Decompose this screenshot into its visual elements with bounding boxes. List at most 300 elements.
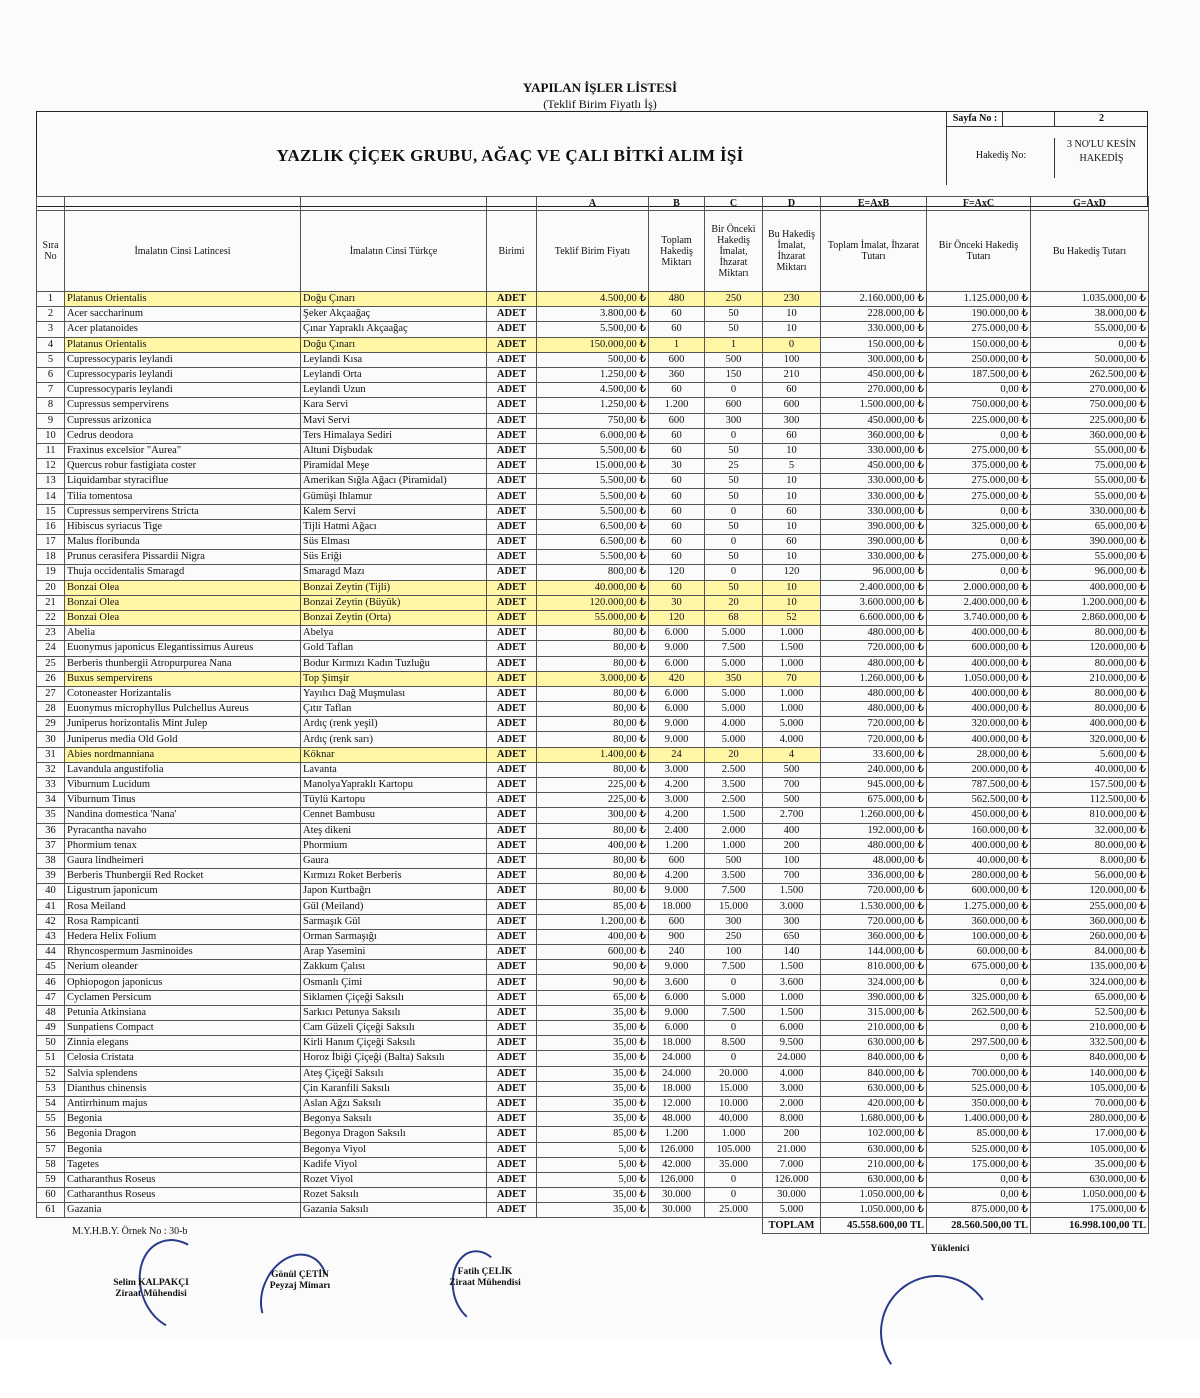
prev-qty: 25 xyxy=(705,459,763,474)
unit: ADET xyxy=(487,686,537,701)
total-qty: 12.000 xyxy=(649,1096,705,1111)
total-amount: 810.000,00 ₺ xyxy=(821,960,927,975)
unit: ADET xyxy=(487,535,537,550)
current-amount: 75.000,00 ₺ xyxy=(1031,459,1149,474)
current-qty: 6.000 xyxy=(763,1021,821,1036)
total-amount: 390.000,00 ₺ xyxy=(821,535,927,550)
prev-amount: 0,00 ₺ xyxy=(927,1188,1031,1203)
prev-amount: 0,00 ₺ xyxy=(927,383,1031,398)
row-number: 21 xyxy=(37,595,65,610)
page-no-value: 2 xyxy=(1054,112,1148,127)
total-qty: 60 xyxy=(649,535,705,550)
unit: ADET xyxy=(487,519,537,534)
unit-price: 80,00 ₺ xyxy=(537,626,649,641)
row-number: 51 xyxy=(37,1051,65,1066)
row-number: 46 xyxy=(37,975,65,990)
prev-qty: 5.000 xyxy=(705,686,763,701)
prev-qty: 2.000 xyxy=(705,823,763,838)
prev-qty: 40.000 xyxy=(705,1112,763,1127)
unit: ADET xyxy=(487,990,537,1005)
total-amount: 315.000,00 ₺ xyxy=(821,1005,927,1020)
table-row xyxy=(37,1142,1149,1157)
total-amount: 33.600,00 ₺ xyxy=(821,747,927,762)
prev-amount: 200.000,00 ₺ xyxy=(927,762,1031,777)
col-letter: D xyxy=(763,197,821,211)
table-row xyxy=(37,352,1149,367)
contractor-stamp xyxy=(871,1266,1003,1398)
prev-qty: 250 xyxy=(705,292,763,307)
current-qty: 2.700 xyxy=(763,808,821,823)
latin-name: Gazania xyxy=(65,1203,301,1218)
prev-qty: 0 xyxy=(705,428,763,443)
current-amount: 32.000,00 ₺ xyxy=(1031,823,1149,838)
prev-qty: 3.500 xyxy=(705,778,763,793)
current-qty: 500 xyxy=(763,762,821,777)
current-qty: 1.500 xyxy=(763,1005,821,1020)
total-qty: 1 xyxy=(649,337,705,352)
turkish-name: Tüylü Kartopu xyxy=(301,793,487,808)
unit-price: 85,00 ₺ xyxy=(537,899,649,914)
table-row xyxy=(37,747,1149,762)
current-amount: 55.000,00 ₺ xyxy=(1031,489,1149,504)
current-qty: 100 xyxy=(763,352,821,367)
col-letter: B xyxy=(649,197,705,211)
sig2-name: Gönül ÇETİN xyxy=(271,1270,329,1280)
total-qty: 6.000 xyxy=(649,626,705,641)
turkish-name: Çin Karanfili Saksılı xyxy=(301,1081,487,1096)
prev-amount: 525.000,00 ₺ xyxy=(927,1081,1031,1096)
unit: ADET xyxy=(487,853,537,868)
unit-price: 80,00 ₺ xyxy=(537,641,649,656)
table-row xyxy=(37,838,1149,853)
current-amount: 80.000,00 ₺ xyxy=(1031,702,1149,717)
current-amount: 80.000,00 ₺ xyxy=(1031,626,1149,641)
latin-name: Petunia Atkinsiana xyxy=(65,1005,301,1020)
total-amount: 360.000,00 ₺ xyxy=(821,929,927,944)
current-qty: 10 xyxy=(763,443,821,458)
turkish-name: Kirli Hanım Çiçeği Saksılı xyxy=(301,1036,487,1051)
current-amount: 1.035.000,00 ₺ xyxy=(1031,292,1149,307)
prev-amount: 400.000,00 ₺ xyxy=(927,732,1031,747)
current-qty: 8.000 xyxy=(763,1112,821,1127)
latin-name: Cupressus sempervirens Stricta xyxy=(65,504,301,519)
unit: ADET xyxy=(487,1157,537,1172)
unit: ADET xyxy=(487,762,537,777)
current-qty: 10 xyxy=(763,595,821,610)
total-qty: 42.000 xyxy=(649,1157,705,1172)
total-qty: 1.200 xyxy=(649,838,705,853)
turkish-name: Begonya Viyol xyxy=(301,1142,487,1157)
current-qty: 10 xyxy=(763,489,821,504)
row-number: 12 xyxy=(37,459,65,474)
unit: ADET xyxy=(487,778,537,793)
unit: ADET xyxy=(487,1112,537,1127)
unit: ADET xyxy=(487,975,537,990)
col-header: Bu Hakediş Tutarı xyxy=(1031,211,1149,292)
turkish-name: Tijli Hatmi Ağacı xyxy=(301,519,487,534)
current-qty: 400 xyxy=(763,823,821,838)
current-amount: 65.000,00 ₺ xyxy=(1031,990,1149,1005)
unit: ADET xyxy=(487,732,537,747)
latin-name: Juniperus horizontalis Mint Julep xyxy=(65,717,301,732)
turkish-name: Bodur Kırmızı Kadın Tuzluğu xyxy=(301,656,487,671)
current-qty: 100 xyxy=(763,853,821,868)
table-row xyxy=(37,656,1149,671)
table-row xyxy=(37,1051,1149,1066)
total-amount: 630.000,00 ₺ xyxy=(821,1036,927,1051)
col-letter xyxy=(65,197,301,211)
total-amount: 630.000,00 ₺ xyxy=(821,1142,927,1157)
current-amount: 112.500,00 ₺ xyxy=(1031,793,1149,808)
current-qty: 3.600 xyxy=(763,975,821,990)
prev-qty: 7.500 xyxy=(705,641,763,656)
table-row xyxy=(37,504,1149,519)
page-no-spacer xyxy=(1002,112,1055,127)
prev-qty: 1.000 xyxy=(705,1127,763,1142)
total-qty: 9.000 xyxy=(649,1005,705,1020)
prev-amount: 28.000,00 ₺ xyxy=(927,747,1031,762)
row-number: 35 xyxy=(37,808,65,823)
total-amount: 480.000,00 ₺ xyxy=(821,626,927,641)
total-qty: 360 xyxy=(649,367,705,382)
current-amount: 810.000,00 ₺ xyxy=(1031,808,1149,823)
current-amount: 262.500,00 ₺ xyxy=(1031,367,1149,382)
row-number: 49 xyxy=(37,1021,65,1036)
unit-price: 400,00 ₺ xyxy=(537,929,649,944)
current-amount: 840.000,00 ₺ xyxy=(1031,1051,1149,1066)
total-amount: 720.000,00 ₺ xyxy=(821,732,927,747)
prev-qty: 68 xyxy=(705,610,763,625)
total-qty: 3.600 xyxy=(649,975,705,990)
unit-price: 80,00 ₺ xyxy=(537,884,649,899)
current-qty: 200 xyxy=(763,838,821,853)
latin-name: Fraxinus excelsior "Aurea" xyxy=(65,443,301,458)
unit-price: 5.500,00 ₺ xyxy=(537,550,649,565)
total-amount: 210.000,00 ₺ xyxy=(821,1021,927,1036)
total-qty: 24 xyxy=(649,747,705,762)
total-amount: 2.160.000,00 ₺ xyxy=(821,292,927,307)
unit: ADET xyxy=(487,1127,537,1142)
total-amount: 2.400.000,00 ₺ xyxy=(821,580,927,595)
table-row xyxy=(37,732,1149,747)
prev-amount: 275.000,00 ₺ xyxy=(927,443,1031,458)
current-qty: 7.000 xyxy=(763,1157,821,1172)
list-title: YAPILAN İŞLER LİSTESİ xyxy=(522,80,678,95)
row-number: 54 xyxy=(37,1096,65,1111)
work-title: YAZLIK ÇİÇEK GRUBU, AĞAÇ VE ÇALI BİTKİ ALIM İŞİ xyxy=(276,146,744,165)
table-row xyxy=(37,762,1149,777)
row-number: 6 xyxy=(37,367,65,382)
unit: ADET xyxy=(487,1188,537,1203)
row-number: 44 xyxy=(37,945,65,960)
row-number: 41 xyxy=(37,899,65,914)
current-qty: 300 xyxy=(763,914,821,929)
row-number: 53 xyxy=(37,1081,65,1096)
unit: ADET xyxy=(487,838,537,853)
latin-name: Celosia Cristata xyxy=(65,1051,301,1066)
unit-price: 80,00 ₺ xyxy=(537,656,649,671)
current-qty: 9.500 xyxy=(763,1036,821,1051)
total-amount: 144.000,00 ₺ xyxy=(821,945,927,960)
table-row xyxy=(37,899,1149,914)
table-row xyxy=(37,626,1149,641)
sig2-title: Peyzaj Mimarı xyxy=(269,1281,331,1291)
unit-price: 400,00 ₺ xyxy=(537,838,649,853)
turkish-name: Cennet Bambusu xyxy=(301,808,487,823)
total-amount: 330.000,00 ₺ xyxy=(821,322,927,337)
prev-qty: 20 xyxy=(705,747,763,762)
unit-price: 225,00 ₺ xyxy=(537,778,649,793)
prev-amount: 787.500,00 ₺ xyxy=(927,778,1031,793)
latin-name: Thuja occidentalis Smaragd xyxy=(65,565,301,580)
latin-name: Dianthus chinensis xyxy=(65,1081,301,1096)
unit-price: 5,00 ₺ xyxy=(537,1172,649,1187)
current-amount: 17.000,00 ₺ xyxy=(1031,1127,1149,1142)
prev-amount: 2.000.000,00 ₺ xyxy=(927,580,1031,595)
prev-qty: 7.500 xyxy=(705,1005,763,1020)
unit: ADET xyxy=(487,565,537,580)
latin-name: Abelia xyxy=(65,626,301,641)
unit-price: 35,00 ₺ xyxy=(537,1096,649,1111)
table-row xyxy=(37,793,1149,808)
turkish-name: Ateş dikeni xyxy=(301,823,487,838)
turkish-name: Begonya Saksılı xyxy=(301,1112,487,1127)
turkish-name: Begonya Dragon Saksılı xyxy=(301,1127,487,1142)
latin-name: Euonymus japonicus Elegantissimus Aureus xyxy=(65,641,301,656)
row-number: 18 xyxy=(37,550,65,565)
prev-qty: 0 xyxy=(705,1188,763,1203)
row-number: 9 xyxy=(37,413,65,428)
current-amount: 390.000,00 ₺ xyxy=(1031,535,1149,550)
col-header: Sıra No xyxy=(37,211,65,292)
unit-price: 3.800,00 ₺ xyxy=(537,307,649,322)
table-row xyxy=(37,565,1149,580)
total-qty: 3.000 xyxy=(649,762,705,777)
total-amount: 390.000,00 ₺ xyxy=(821,519,927,534)
prev-qty: 50 xyxy=(705,322,763,337)
current-amount: 56.000,00 ₺ xyxy=(1031,869,1149,884)
total-qty: 24.000 xyxy=(649,1066,705,1081)
current-qty: 3.000 xyxy=(763,899,821,914)
turkish-name: Çınar Yapraklı Akçaağaç xyxy=(301,322,487,337)
unit-price: 500,00 ₺ xyxy=(537,352,649,367)
prev-amount: 2.400.000,00 ₺ xyxy=(927,595,1031,610)
latin-name: Berberis thunbergii Atropurpurea Nana xyxy=(65,656,301,671)
total-qty: 2.400 xyxy=(649,823,705,838)
prev-amount: 562.500,00 ₺ xyxy=(927,793,1031,808)
prev-qty: 50 xyxy=(705,443,763,458)
current-qty: 10 xyxy=(763,322,821,337)
total-qty: 60 xyxy=(649,489,705,504)
unit-price: 35,00 ₺ xyxy=(537,1188,649,1203)
prev-amount: 400.000,00 ₺ xyxy=(927,838,1031,853)
hakedis-value: 3 NO'LU KESİN HAKEDİŞ xyxy=(1054,138,1148,178)
signature-mark xyxy=(247,1242,341,1345)
current-qty: 1.000 xyxy=(763,702,821,717)
table-row xyxy=(37,307,1149,322)
prev-qty: 250 xyxy=(705,929,763,944)
turkish-name: Gümüşi Ihlamur xyxy=(301,489,487,504)
prev-amount: 160.000,00 ₺ xyxy=(927,823,1031,838)
unit: ADET xyxy=(487,367,537,382)
current-qty: 200 xyxy=(763,1127,821,1142)
latin-name: Catharanthus Roseus xyxy=(65,1188,301,1203)
current-amount: 750.000,00 ₺ xyxy=(1031,398,1149,413)
current-amount: 80.000,00 ₺ xyxy=(1031,686,1149,701)
current-amount: 55.000,00 ₺ xyxy=(1031,474,1149,489)
unit-price: 80,00 ₺ xyxy=(537,732,649,747)
turkish-name: Top Şimşir xyxy=(301,671,487,686)
total-amount: 228.000,00 ₺ xyxy=(821,307,927,322)
prev-qty: 7.500 xyxy=(705,884,763,899)
turkish-name: Amerikan Sığla Ağacı (Piramidal) xyxy=(301,474,487,489)
unit: ADET xyxy=(487,352,537,367)
total-qty: 480 xyxy=(649,292,705,307)
prev-qty: 2.500 xyxy=(705,793,763,808)
unit-price: 35,00 ₺ xyxy=(537,1005,649,1020)
unit: ADET xyxy=(487,869,537,884)
current-qty: 1.000 xyxy=(763,626,821,641)
unit-price: 6.500,00 ₺ xyxy=(537,519,649,534)
prev-qty: 15.000 xyxy=(705,899,763,914)
row-number: 36 xyxy=(37,823,65,838)
unit-price: 300,00 ₺ xyxy=(537,808,649,823)
latin-name: Liquidambar styraciflue xyxy=(65,474,301,489)
current-qty: 70 xyxy=(763,671,821,686)
turkish-name: Şeker Akçaağaç xyxy=(301,307,487,322)
row-number: 34 xyxy=(37,793,65,808)
unit-price: 80,00 ₺ xyxy=(537,853,649,868)
list-subtitle: (Teklif Birim Fiyatlı İş) xyxy=(543,97,657,111)
total-amount: 720.000,00 ₺ xyxy=(821,717,927,732)
current-qty: 5.000 xyxy=(763,1203,821,1218)
unit-price: 4.500,00 ₺ xyxy=(537,292,649,307)
prev-amount: 100.000,00 ₺ xyxy=(927,929,1031,944)
table-row xyxy=(37,292,1149,307)
latin-name: Berberis Thunbergii Red Rocket xyxy=(65,869,301,884)
current-qty: 60 xyxy=(763,535,821,550)
table-row xyxy=(37,413,1149,428)
table-row xyxy=(37,398,1149,413)
row-number: 59 xyxy=(37,1172,65,1187)
current-amount: 70.000,00 ₺ xyxy=(1031,1096,1149,1111)
current-amount: 360.000,00 ₺ xyxy=(1031,428,1149,443)
prev-amount: 0,00 ₺ xyxy=(927,535,1031,550)
unit-price: 4.500,00 ₺ xyxy=(537,383,649,398)
latin-name: Rhyncospermum Jasminoides xyxy=(65,945,301,960)
current-qty: 60 xyxy=(763,428,821,443)
total-amount: 336.000,00 ₺ xyxy=(821,869,927,884)
col-letter: E=AxB xyxy=(821,197,927,211)
row-number: 14 xyxy=(37,489,65,504)
total-amount: 720.000,00 ₺ xyxy=(821,641,927,656)
total-qty: 4.200 xyxy=(649,808,705,823)
total-amount: 360.000,00 ₺ xyxy=(821,428,927,443)
latin-name: Abies nordmanniana xyxy=(65,747,301,762)
turkish-name: Süs Eriği xyxy=(301,550,487,565)
unit: ADET xyxy=(487,580,537,595)
prev-qty: 0 xyxy=(705,504,763,519)
total-qty: 6.000 xyxy=(649,990,705,1005)
prev-qty: 5.000 xyxy=(705,990,763,1005)
unit: ADET xyxy=(487,292,537,307)
current-qty: 1.500 xyxy=(763,641,821,656)
current-qty: 650 xyxy=(763,929,821,944)
unit: ADET xyxy=(487,1005,537,1020)
unit-price: 5.500,00 ₺ xyxy=(537,489,649,504)
unit-price: 1.250,00 ₺ xyxy=(537,367,649,382)
table-row xyxy=(37,853,1149,868)
table-row xyxy=(37,702,1149,717)
current-amount: 8.000,00 ₺ xyxy=(1031,853,1149,868)
turkish-name: Osmanlı Çimi xyxy=(301,975,487,990)
unit: ADET xyxy=(487,945,537,960)
row-number: 48 xyxy=(37,1005,65,1020)
current-qty: 60 xyxy=(763,504,821,519)
row-number: 60 xyxy=(37,1188,65,1203)
row-number: 29 xyxy=(37,717,65,732)
unit-price: 3.000,00 ₺ xyxy=(537,671,649,686)
unit-price: 80,00 ₺ xyxy=(537,823,649,838)
unit-price: 225,00 ₺ xyxy=(537,793,649,808)
total-amount: 102.000,00 ₺ xyxy=(821,1127,927,1142)
unit-price: 35,00 ₺ xyxy=(537,1066,649,1081)
row-number: 58 xyxy=(37,1157,65,1172)
current-qty: 4.000 xyxy=(763,1066,821,1081)
turkish-name: Abelya xyxy=(301,626,487,641)
prev-amount: 85.000,00 ₺ xyxy=(927,1127,1031,1142)
current-qty: 24.000 xyxy=(763,1051,821,1066)
row-number: 38 xyxy=(37,853,65,868)
table-row xyxy=(37,914,1149,929)
latin-name: Ligustrum japonicum xyxy=(65,884,301,899)
current-qty: 3.000 xyxy=(763,1081,821,1096)
current-qty: 2.000 xyxy=(763,1096,821,1111)
col-letter: G=AxD xyxy=(1031,197,1149,211)
prev-qty: 0 xyxy=(705,535,763,550)
total-qty: 4.200 xyxy=(649,869,705,884)
turkish-name: Bonzai Zeytin (Orta) xyxy=(301,610,487,625)
prev-amount: 262.500,00 ₺ xyxy=(927,1005,1031,1020)
turkish-name: Yayılıcı Dağ Muşmulası xyxy=(301,686,487,701)
sig1-title: Ziraat Mühendisi xyxy=(115,1289,187,1299)
latin-name: Gaura lindheimeri xyxy=(65,853,301,868)
table-row xyxy=(37,823,1149,838)
prev-qty: 20 xyxy=(705,595,763,610)
row-number: 7 xyxy=(37,383,65,398)
latin-name: Cotoneaster Horizantalis xyxy=(65,686,301,701)
prev-qty: 5.000 xyxy=(705,732,763,747)
unit-price: 80,00 ₺ xyxy=(537,869,649,884)
unit-price: 80,00 ₺ xyxy=(537,686,649,701)
turkish-name: Çıtır Taflan xyxy=(301,702,487,717)
row-number: 32 xyxy=(37,762,65,777)
row-number: 42 xyxy=(37,914,65,929)
prev-qty: 0 xyxy=(705,1172,763,1187)
table-row xyxy=(37,975,1149,990)
latin-name: Acer platanoides xyxy=(65,322,301,337)
total-qty: 18.000 xyxy=(649,1036,705,1051)
unit: ADET xyxy=(487,398,537,413)
current-amount: 105.000,00 ₺ xyxy=(1031,1081,1149,1096)
unit-price: 6.000,00 ₺ xyxy=(537,428,649,443)
total-qty: 120 xyxy=(649,565,705,580)
total-qty: 30 xyxy=(649,595,705,610)
total-qty: 60 xyxy=(649,580,705,595)
total-amount: 480.000,00 ₺ xyxy=(821,656,927,671)
total-qty: 6.000 xyxy=(649,656,705,671)
total-qty: 9.000 xyxy=(649,641,705,656)
